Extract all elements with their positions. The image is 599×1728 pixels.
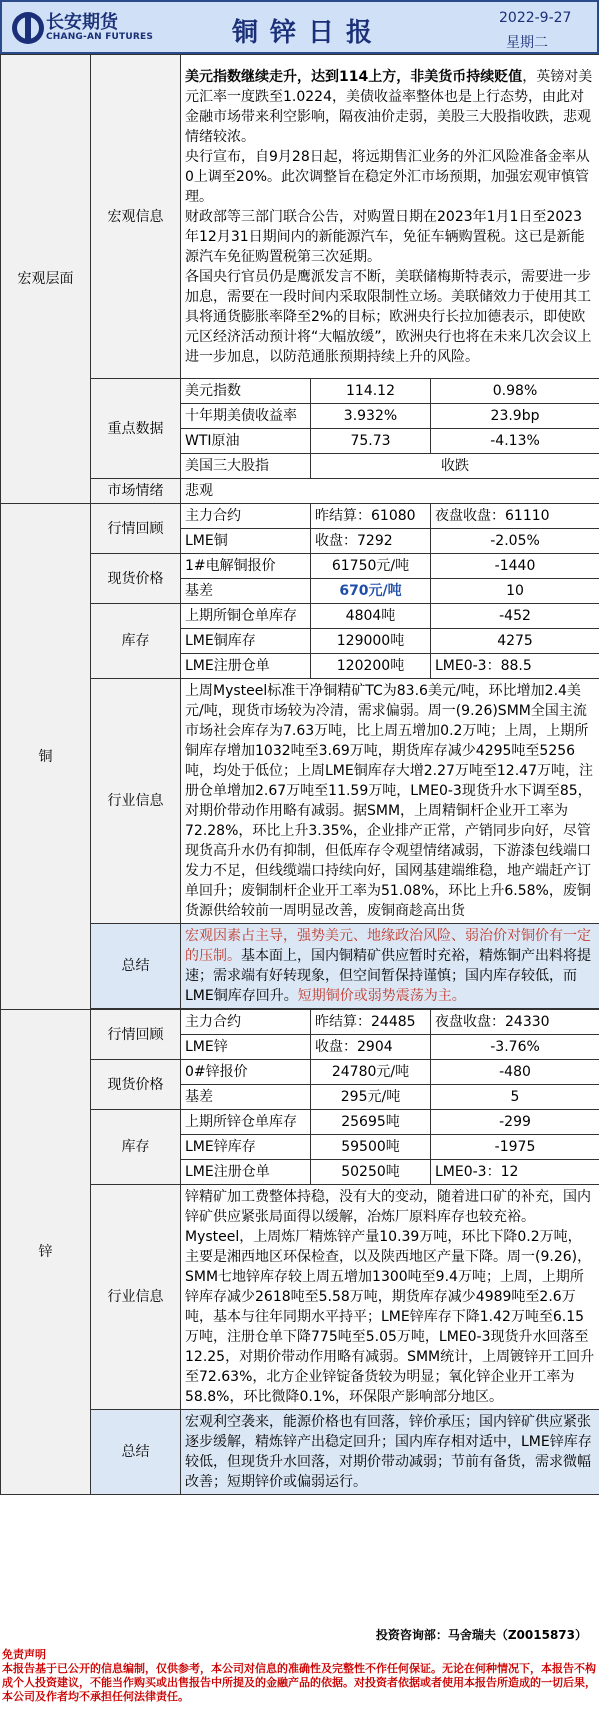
cu-summary-red2: 短期铜价或弱势震荡为主。: [297, 988, 466, 1004]
macro-info-row: [1, 55, 599, 379]
sentiment-label: 市场情绪: [91, 479, 181, 504]
cu-spot-name: 1#电解铜报价: [181, 554, 311, 579]
zn-spot-label: 现货价格: [91, 1060, 181, 1110]
key-data-row: [1, 379, 599, 404]
zn-industry-row: [1, 1185, 599, 1410]
macro-p3: 财政部等三部门联合公告，对购置日期在2023年1月1日至2023年12月31日期间内的新能源汽车，免征车辆购置税。这已是新能源汽车免征购置税第三次延期。: [185, 208, 585, 265]
report-header: [0, 0, 599, 54]
cu-basis-name: 基差: [181, 579, 311, 604]
cu-basis-change: 10: [431, 579, 599, 604]
cu-stock-change: 4275: [431, 629, 599, 654]
zn-stock-value: 50250吨: [311, 1160, 431, 1185]
zn-stock-row: [1, 1110, 599, 1135]
stocks-name: 美国三大股指: [181, 454, 311, 479]
cu-review-row: [1, 504, 599, 529]
advisor-line: 投资咨询部：马舍瑞夫（Z0015873）: [375, 1628, 587, 1642]
cu-stock-change: -452: [431, 604, 599, 629]
key-name: 美元指数: [181, 379, 311, 404]
zn-stock-value: 59500吨: [311, 1135, 431, 1160]
logo-icon: [10, 8, 46, 48]
sentiment-row: [1, 479, 599, 504]
zn-stock-name: LME注册仓单: [181, 1160, 311, 1185]
cu-main-contract: 主力合约: [181, 504, 311, 529]
cu-summary-row: [1, 924, 599, 1009]
cu-summary-red1: 宏观因素占主导，强势美元、地缘政治风险、弱治价对铜价有一定的压制。: [185, 928, 591, 964]
zn-summary-label: 总结: [91, 1410, 181, 1495]
cu-lme-change: -2.05%: [431, 529, 599, 554]
sentiment-value: 悲观: [181, 479, 599, 504]
macro-info-label: 宏观信息: [91, 55, 181, 379]
disclaimer-title: 免责声明: [2, 1648, 46, 1661]
cu-lme-close: 收盘：7292: [311, 529, 431, 554]
cu-spot-row: [1, 554, 599, 579]
disclaimer-text: 本报告基于已公开的信息编制，仅供参考，本公司对信息的准确性及完整性不作任何保证。无论在何种情况下，本报告不构成个人投资建议，不能当作购买或出售报告中所提及的金融产品的依据。对投资者依据或者使用本报告所造成的一切后果，本公司及作者均不承担任何法律责任。: [2, 1662, 596, 1703]
cu-summary-mid: 基本面上，国内铜精矿供应暂时充裕，精炼铜产出料将提速；需求端有好转现象，但空间暂保持谨慎；国内库存较低，而LME铜库存回升。: [185, 948, 591, 1004]
cu-spot-value: 61750元/吨: [311, 554, 431, 579]
macro-headline: 美元指数继续走升，达到114上方，非美货币持续贬值: [185, 68, 523, 85]
zn-spot-row: [1, 1060, 599, 1085]
zn-stock-change: -299: [431, 1110, 599, 1135]
key-value: 75.73: [311, 429, 431, 454]
cu-basis-value: 670元/吨: [311, 579, 431, 604]
zn-stock-name: LME锌库存: [181, 1135, 311, 1160]
cu-stock-value: 129000吨: [311, 629, 431, 654]
disclaimer: [2, 1648, 596, 1704]
zn-lme-name: LME锌: [181, 1035, 311, 1060]
report-table: [0, 54, 599, 1495]
cu-stock-change: LME0-3：88.5: [431, 654, 599, 679]
logo-cn: 长安期货: [46, 12, 118, 33]
cu-stock-value: 4804吨: [311, 604, 431, 629]
zn-settle: 昨结算：24485: [311, 1010, 431, 1035]
zn-spot-change: -480: [431, 1060, 599, 1085]
cu-stock-name: LME铜库存: [181, 629, 311, 654]
macro-info-text: [181, 55, 599, 379]
zn-review-row: [1, 1010, 599, 1035]
section-zinc: 锌: [1, 1010, 91, 1495]
stocks-value: 收跌: [311, 454, 599, 479]
macro-headline-rest: ，英镑对美元汇率一度跌至1.0224，美债收益率整体也是上行态势，由此对金融市场带来利空影响，隔夜油价走弱，美股三大股指收跌，悲观情绪较浓。: [185, 68, 593, 145]
cu-stock-name: LME注册仓单: [181, 654, 311, 679]
zn-stock-label: 库存: [91, 1110, 181, 1185]
zn-summary-row: [1, 1410, 599, 1495]
cu-stock-label: 库存: [91, 604, 181, 679]
zn-basis-name: 基差: [181, 1085, 311, 1110]
cu-stock-value: 120200吨: [311, 654, 431, 679]
key-change: 0.98%: [431, 379, 599, 404]
key-change: 23.9bp: [431, 404, 599, 429]
report-title: 铜锌日报: [232, 18, 385, 48]
cu-industry-label: 行业信息: [91, 679, 181, 924]
zn-review-label: 行情回顾: [91, 1010, 181, 1060]
cu-summary-label: 总结: [91, 924, 181, 1009]
zn-industry-text: 锌精矿加工费整体持稳，没有大的变动，随着进口矿的补充，国内锌矿供应紧张局面得以缓解，冶炼厂原料库存也较充裕。Mysteel，上周炼厂精炼锌产量10.39万吨，环比下降0.2万吨，主要是湘西地区环保检查，以及陕西地区产量下降。周一(9.26)，SMM七地锌库存较上周五增加1300吨至9.4万吨；上周，上期所锌库存减少2618吨至5.58万吨，期货库存减少4989吨至2.6万吨，基本与往年同期水平持平；LME锌库存下降1.42万吨至6.15万吨，注册仓单下降775吨至5.05万吨，LME0-3现货升水回落至12.25，对期价带动作用略有减弱。SMM统计，上周镀锌开工回升至72.63%，北方企业锌锭备货较为明显；氧化锌企业开工率为58.8%，环比微降0.1%，环保限产影响部分地区。: [181, 1185, 599, 1410]
cu-summary-text: [181, 924, 599, 1009]
section-macro: 宏观层面: [1, 55, 91, 504]
key-name: 十年期美债收益率: [181, 404, 311, 429]
macro-p2: 央行宣布，自9月28日起，将远期售汇业务的外汇风险准备金率从0上调至20%。此次调整旨在稳定外汇市场预期，加强宏观审慎管理。: [185, 148, 590, 205]
key-data-label: 重点数据: [91, 379, 181, 479]
zn-spot-value: 24780元/吨: [311, 1060, 431, 1085]
macro-p4: 各国央行官员仍是鹰派发言不断，美联储梅斯特表示，需要进一步加息，需要在一段时间内采取限制性立场。美联储效力于使用其工具将通货膨胀率降至2%的目标；欧洲央行长拉加德表示，即使欧元区经济活动预计将“大幅放缓”，欧洲央行也将在未来几次会议上进一步加息，以防范通胀预期持续上升的风险。: [185, 268, 592, 365]
zn-night: 夜盘收盘：24330: [431, 1010, 599, 1035]
logo-en: CHANG-AN FUTURES: [46, 32, 154, 42]
cu-review-label: 行情回顾: [91, 504, 181, 554]
zn-basis-value: 295元/吨: [311, 1085, 431, 1110]
cu-industry-text: 上周Mysteel标准干净铜精矿TC为83.6美元/吨，环比增加2.4美元/吨，现货市场较为冷清，需求偏弱。周一(9.26)SMM全国主流市场社会库存为7.63万吨，比上周五增加0.2万吨；上周，上期所铜库存增加1032吨至3.69万吨，期货库存减少4295吨至5256吨，均处于低位；上周LME铜库存大增2.27万吨至12.47万吨，注册仓单增加2.67万吨至11.59万吨，LME0-3现货升水下调至85，对期价带动作用略有减弱。据SMM，上周精铜杆企业开工率为72.28%，环比上升3.35%，企业排产正常，产销同步向好，尽管现货高升水仍有抑制，但低库存令观望情绪减弱，下游漆包线端口发力不足，但线缆端口持续向好，国网基建端维稳，地产端赶产订单回升；废铜制杆企业开工率为51.08%，环比上升6.58%，废铜货源供给较前一周明显改善，废铜商趁高出货: [181, 679, 599, 924]
cu-stock-name: 上期所铜仓单库存: [181, 604, 311, 629]
key-value: 3.932%: [311, 404, 431, 429]
zn-summary-text: 宏观利空袭来，能源价格也有回落，锌价承压；国内锌矿供应紧张逐步缓解，精炼锌产出稳定回升；国内库存相对适中，LME锌库存较低，但现货升水回落，对期价带动减弱；节前有备货，需求微幅改善；短期锌价或偏弱运行。: [181, 1410, 599, 1495]
zn-lme-close: 收盘：2904: [311, 1035, 431, 1060]
zn-lme-change: -3.76%: [431, 1035, 599, 1060]
key-name: WTI原油: [181, 429, 311, 454]
zn-stock-value: 25695吨: [311, 1110, 431, 1135]
cu-settle: 昨结算：61080: [311, 504, 431, 529]
cu-stock-row: [1, 604, 599, 629]
cu-night: 夜盘收盘：61110: [431, 504, 599, 529]
cu-lme-name: LME铜: [181, 529, 311, 554]
zn-industry-label: 行业信息: [91, 1185, 181, 1410]
zn-stock-change: LME0-3：12: [431, 1160, 599, 1185]
zn-stock-change: -1975: [431, 1135, 599, 1160]
zn-spot-name: 0#锌报价: [181, 1060, 311, 1085]
section-copper: 铜: [1, 504, 91, 1010]
company-logo: [10, 8, 46, 48]
report-weekday: 星期二: [506, 35, 548, 51]
zn-stock-name: 上期所锌仓单库存: [181, 1110, 311, 1135]
zn-main-contract: 主力合约: [181, 1010, 311, 1035]
zn-basis-change: 5: [431, 1085, 599, 1110]
report-date: 2022-9-27: [499, 10, 572, 26]
cu-industry-row: [1, 679, 599, 924]
key-value: 114.12: [311, 379, 431, 404]
key-change: -4.13%: [431, 429, 599, 454]
cu-spot-change: -1440: [431, 554, 599, 579]
cu-spot-label: 现货价格: [91, 554, 181, 604]
